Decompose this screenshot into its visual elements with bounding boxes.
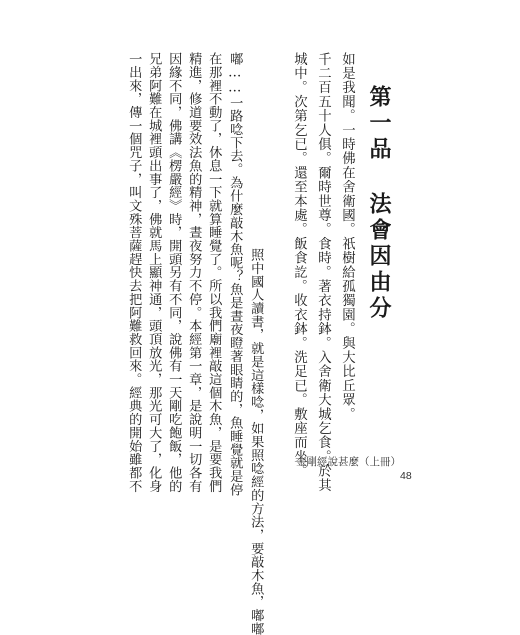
body-line-6: 兄弟阿難在城裡頭出事了，佛就馬上顯神通，頭頂放光，那光可大了，化身 bbox=[146, 52, 162, 493]
body-line-2: 嘟……一路唸下去。為什麼敲木魚呢？魚是晝夜瞪著眼睛的，魚睡覺就是停 bbox=[227, 52, 243, 497]
book-title-footer: 金剛經說甚麼（上冊） bbox=[296, 456, 401, 468]
body-line-3: 在那裡不動了，休息一下就算睡覺了。所以我們廟裡敲這個木魚，是要我們 bbox=[206, 52, 222, 493]
body-line-7: 一出來，傳一個咒子，叫文殊菩薩趕快去把阿難救回來。經典的開始雖都不 bbox=[126, 52, 142, 493]
chapter-title: 第一品 法會因由分 bbox=[366, 85, 391, 322]
page-number: 48 bbox=[400, 470, 412, 482]
sutra-line-2: 千二百五十人俱。爾時世尊。食時。著衣持鉢。入舍衛大城乞食。於其 bbox=[315, 52, 331, 493]
body-line-5: 因緣不同，佛講《楞嚴經》時，開頭另有不同，說佛有一天剛吃飽飯，他的 bbox=[166, 52, 182, 493]
sutra-line-1: 如是我聞。一時佛在舍衛國。祇樹給孤獨園。與大比丘眾。 bbox=[339, 52, 355, 422]
body-line-4: 精進，修道要效法魚的精神，晝夜努力不停。本經第一章，是說明一切各有 bbox=[186, 52, 202, 493]
body-line-1: 照中國人讀書，就是這樣唸，如果照唸經的方法，要敲木魚，嘟嘟 bbox=[248, 248, 264, 635]
sutra-line-3: 城中。次第乞已。還至本處。飯食訖。收衣鉢。洗足已。敷座而坐。 bbox=[291, 52, 307, 478]
